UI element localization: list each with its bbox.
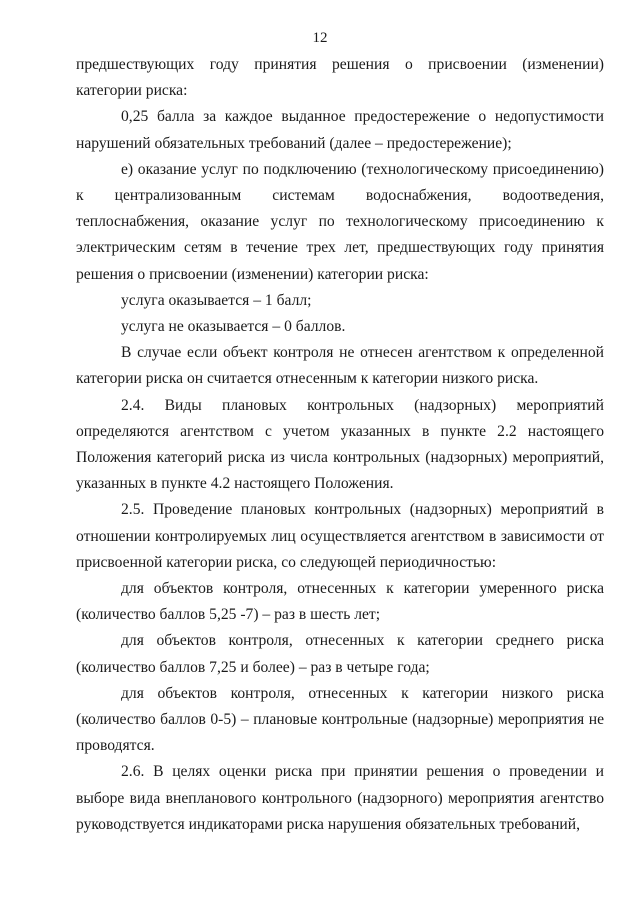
paragraph: В случае если объект контроля не отнесен агентством к определенной категории риска он считается отнесенным к категории низкого риска.	[76, 344, 604, 388]
paragraph: для объектов контроля, отнесенных к категории среднего риска (количество баллов 7,25 и более) – раз в четыре года;	[76, 632, 604, 676]
paragraph: 0,25 балла за каждое выданное предостережение о недопустимости нарушений обязательных требований (далее – предостережение);	[76, 108, 604, 152]
paragraph: 2.4. Виды плановых контрольных (надзорных) мероприятий определяются агентством с учетом указанных в пункте 2.2 настоящего Положения категорий риска из числа контрольных (надзорных) мероприятий, указанных в пункте 4.2 настоящего Положения.	[76, 396, 604, 493]
paragraph: услуга оказывается – 1 балл;	[121, 291, 312, 309]
paragraph: предшествующих году принятия решения о присвоении (изменении) категории риска:	[76, 56, 604, 100]
document-body	[76, 52, 604, 838]
paragraph: для объектов контроля, отнесенных к категории умеренного риска (количество баллов 5,25 -7) – раз в шесть лет;	[76, 580, 604, 624]
page-number: 12	[312, 30, 328, 46]
paragraph: услуга не оказывается – 0 баллов.	[121, 318, 346, 336]
paragraph: для объектов контроля, отнесенных к категории низкого риска (количество баллов 0-5) – плановые контрольные (надзорные) мероприятия не проводятся.	[76, 684, 604, 755]
paragraph: е) оказание услуг по подключению (технологическому присоединению) к централизованным системам водоснабжения, водоотведения, теплоснабжения, оказание услуг по технологическому присоединению к электрическим сетям в течение трех лет, предшествующих году принятия решения о присвоении (изменении) категории риска:	[76, 160, 604, 283]
paragraph: 2.6. В целях оценки риска при принятии решения о проведении и выборе вида внепланового контрольного (надзорного) мероприятия агентство руководствуется индикаторами риска нарушения обязательных требований,	[76, 763, 604, 833]
paragraph: 2.5. Проведение плановых контрольных (надзорных) мероприятий в отношении контролируемых лиц осуществляется агентством в зависимости от присвоенной категории риска, со следующей периодичностью:	[76, 501, 604, 571]
